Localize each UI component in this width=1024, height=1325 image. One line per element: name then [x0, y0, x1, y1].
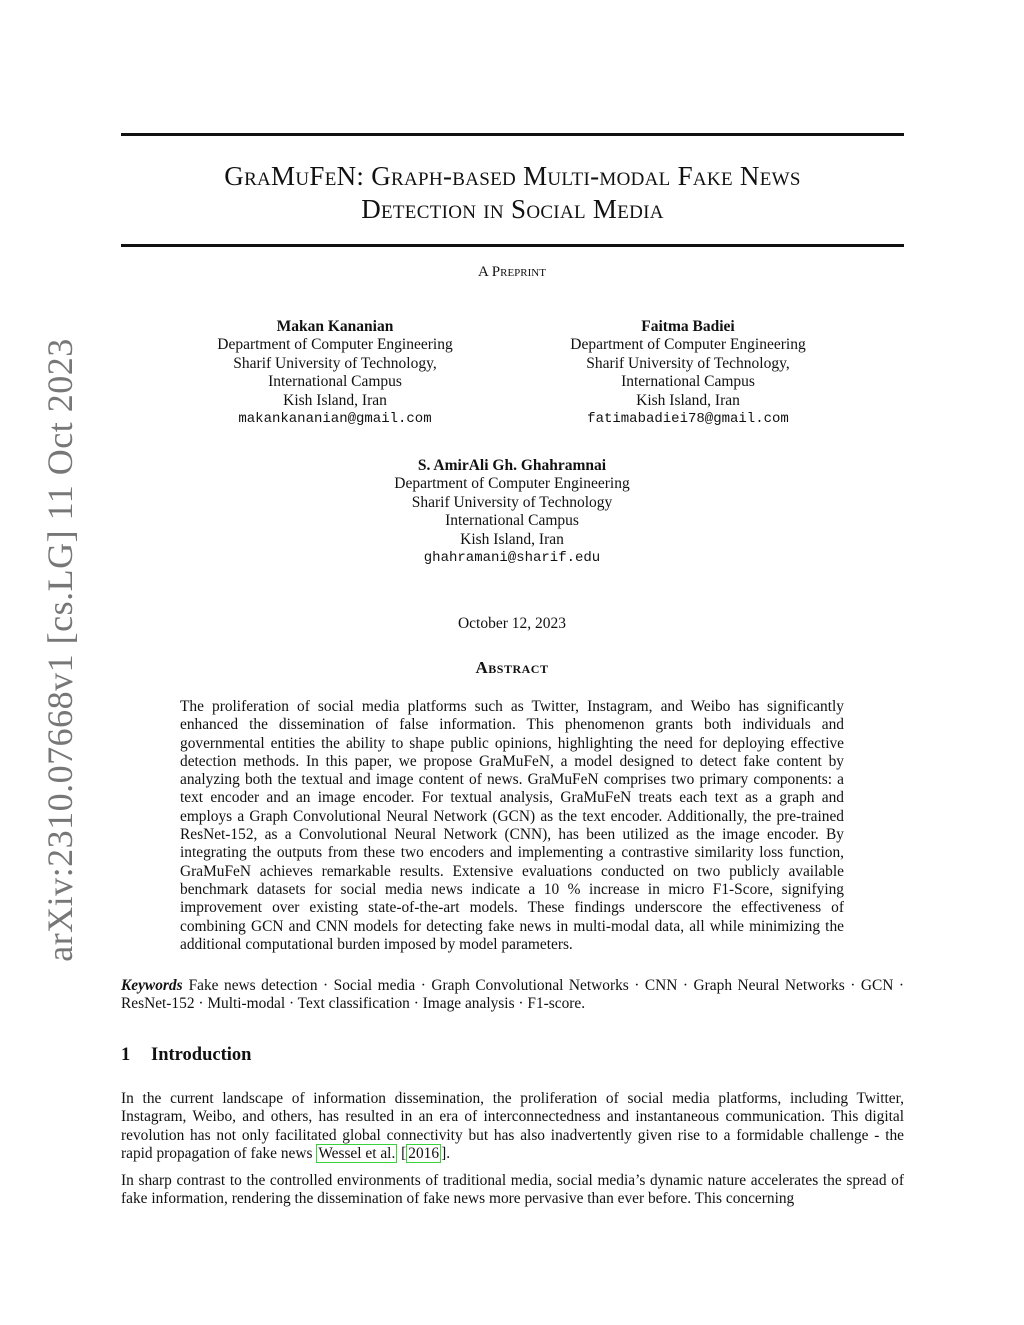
author-dept: Department of Computer Engineering [217, 336, 453, 354]
author-location: Kish Island, Iran [283, 391, 387, 409]
author-univ: Sharif University of Technology [411, 493, 613, 511]
preprint-label: A Preprint [478, 264, 546, 280]
keywords-label: Keywords [121, 977, 183, 994]
title-line-1: GraMuFeN: Graph-based Multi-modal Fake News [224, 161, 801, 191]
author-location: Kish Island, Iran [636, 391, 740, 409]
abstract-heading: Abstract [475, 658, 549, 677]
section-title: Introduction [151, 1045, 252, 1065]
author-campus: International Campus [621, 373, 755, 391]
author-univ: Sharif University of Technology, [586, 354, 790, 372]
author-name: Makan Kananian [276, 318, 394, 335]
citation-author-link[interactable]: Wessel et al. [318, 1144, 396, 1162]
author-email[interactable]: makankananian@gmail.com [238, 411, 432, 428]
title-line-2: Detection in Social Media [361, 194, 664, 224]
author-univ: Sharif University of Technology, [233, 354, 437, 372]
author-campus: International Campus [268, 373, 402, 391]
author-email[interactable]: ghahramani@sharif.edu [423, 550, 601, 567]
arxiv-stamp: arXiv:2310.07668v1 [cs.LG] 11 Oct 2023 [40, 338, 80, 962]
intro-paragraph-2: In sharp contrast to the controlled environments of traditional media, social media’s dynamic nature accelerates the spread of fake information, rendering the dissemination of fake news more pervasive than ever before. This concerning [121, 1172, 904, 1208]
author-block-3 [362, 457, 662, 567]
author-block-2 [538, 318, 838, 428]
author-dept: Department of Computer Engineering [394, 475, 630, 493]
intro-p1-text: In the current landscape of information dissemination, the proliferation of social media platforms, including Twitter, Instagram, Weibo, and others, has resulted in an era of interconnectedness and instantaneous communication. This digital revolution has not only facilitated global connectivity but has also inadvertently given rise to a formidable challenge - the rapid propagation of fake news [121, 1090, 904, 1162]
author-location: Kish Island, Iran [460, 530, 564, 548]
author-block-1 [185, 318, 485, 428]
keywords [121, 977, 904, 1014]
author-name: Faitma Badiei [641, 318, 735, 335]
paper-date: October 12, 2023 [457, 615, 567, 632]
author-dept: Department of Computer Engineering [570, 336, 806, 354]
citation-year-link[interactable]: 2016 [408, 1144, 440, 1162]
section-number: 1 [121, 1045, 131, 1065]
author-campus: International Campus [445, 512, 579, 530]
keywords-text: Fake news detection · Social media · Graph Convolutional Networks · CNN · Graph Neural Networks · GCN · ResNet-152 · Multi-modal · Text classification · Image analysis · F1-score. [121, 977, 904, 1013]
abstract-text: The proliferation of social media platforms such as Twitter, Instagram, and Weibo has significantly enhanced the dissemination of false information. This phenomenon grants both individuals and governmental entities the ability to shape public opinions, highlighting the need for deploying effective detection methods. In this paper, we propose GraMuFeN, a model designed to detect fake content by analyzing both the textual and image content of news. GraMuFeN comprises two primary components: a text encoder and an image encoder. For textual analysis, GraMuFeN treats each text as a graph and employs a Graph Convolutional Neural Network (GCN) as the text encoder. Additionally, the pre-trained ResNet-152, as a Convolutional Neural Network (CNN), has been utilized as the image encoder. By integrating the outputs from these two encoders and implementing a contrastive similarity loss function, GraMuFeN achieves remarkable results. Extensive evaluations conducted on two publicly available benchmark datasets for social media news indicate a 10 % increase in micro F1-Score, signifying improvement over existing state-of-the-art models. These findings underscore the effectiveness of combining GCN and CNN models for detecting fake news in multi-modal data, all while minimizing the additional computational burden imposed by model parameters. [180, 698, 844, 953]
author-name: S. AmirAli Gh. Ghahramnai [417, 457, 607, 474]
paper-title [121, 160, 904, 226]
top-rule [121, 133, 904, 136]
section-heading [121, 1045, 251, 1066]
author-email[interactable]: fatimabadiei78@gmail.com [587, 411, 789, 428]
bottom-rule [121, 244, 904, 247]
intro-paragraph-1: In the current landscape of information dissemination, the proliferation of social media platforms, including Twitter, Instagram, Weibo, and others, has resulted in an era of interconnectedness and instantaneous communication. This digital revolution has not only facilitated global connectivity but has also inadvertently given rise to a formidable challenge - the rapid propagation of fake news Wessel et al. [ 2016 ]. [121, 1090, 904, 1162]
